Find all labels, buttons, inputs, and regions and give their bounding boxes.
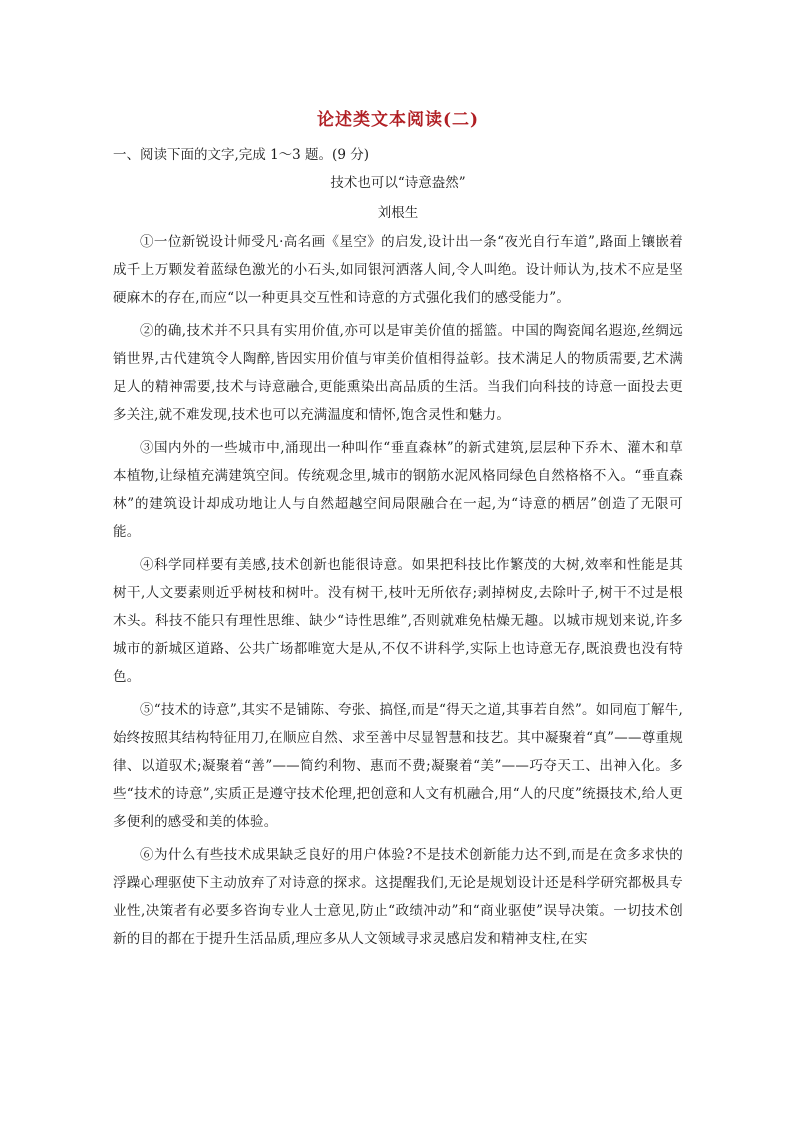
article-author: 刘根生: [377, 205, 419, 221]
document-page: [113, 100, 683, 953]
paragraph-1: ①一位新锐设计师受凡·高名画《星空》的启发,设计出一条“夜光自行车道”,路面上镶嵌着成千上万颗发着蓝绿色激光的小石头,如同银河洒落人间,令人叫绝。设计师认为,技术不应是坚硬麻木的存在,而应“以一种更具交互性和诗意的方式强化我们的感受能力”。: [113, 234, 683, 306]
paragraph-6: ⑥为什么有些技术成果缺乏良好的用户体验?不是技术创新能力达不到,而是在贪多求快的浮躁心理驱使下主动放弃了对诗意的探求。这提醒我们,无论是规划设计还是科学研究都极具专业性,决策者有必要多咨询专业人士意见,防止“政绩冲动”和“商业驱使”误导决策。一切技术创新的目的都在于提升生活品质,理应多从人文领域寻求灵感启发和精神支柱,在实: [113, 847, 683, 947]
paragraph-4: ④科学同样要有美感,技术创新也能很诗意。如果把科技比作繁茂的大树,效率和性能是其树干,人文要素则近乎树枝和树叶。没有树干,枝叶无所依存;剥掉树皮,去除叶子,树干不过是根木头。科技不能只有理性思维、缺少“诗性思维”,否则就难免枯燥无趣。以城市规划来说,许多城市的新城区道路、公共广场都唯宽大是从,不仅不讲科学,实际上也诗意无存,既浪费也没有特色。: [113, 557, 683, 685]
document-title: 论述类文本阅读(二): [316, 110, 480, 130]
paragraph-3: ③国内外的一些城市中,涌现出一种叫作“垂直森林”的新式建筑,层层种下乔木、灌木和草本植物,让绿植充满建筑空间。传统观念里,城市的钢筋水泥风格同绿色自然格格不入。“垂直森林”的建筑设计却成功地让人与自然超越空间局限融合在一起,为“诗意的栖居”创造了无限可能。: [113, 440, 683, 540]
article-title: 技术也可以“诗意盎然”: [330, 175, 466, 191]
question-instruction: 一、阅读下面的文字,完成 1～3 题。(9 分): [113, 147, 369, 163]
paragraph-2: ②的确,技术并不只具有实用价值,亦可以是审美价值的摇篮。中国的陶瓷闻名遐迩,丝绸远销世界,古代建筑令人陶醉,皆因实用价值与审美价值相得益彰。技术满足人的物质需要,艺术满足人的精神需要,技术与诗意融合,更能熏染出高品质的生活。当我们向科技的诗意一面投去更多关注,就不难发现,技术也可以充满温度和情怀,饱含灵性和魅力。: [113, 323, 683, 423]
paragraph-5: ⑤“技术的诗意”,其实不是铺陈、夸张、搞怪,而是“得天之道,其事若自然”。如同庖丁解牛,始终按照其结构特征用刀,在顺应自然、求至善中尽显智慧和技艺。其中凝聚着“真”——尊重规律、以道驭术;凝聚着“善”——简约利物、惠而不费;凝聚着“美”——巧夺天工、出神入化。多些“技术的诗意”,实质正是遵守技术伦理,把创意和人文有机融合,用“人的尺度”统摄技术,给人更多便利的感受和美的体验。: [113, 702, 683, 830]
